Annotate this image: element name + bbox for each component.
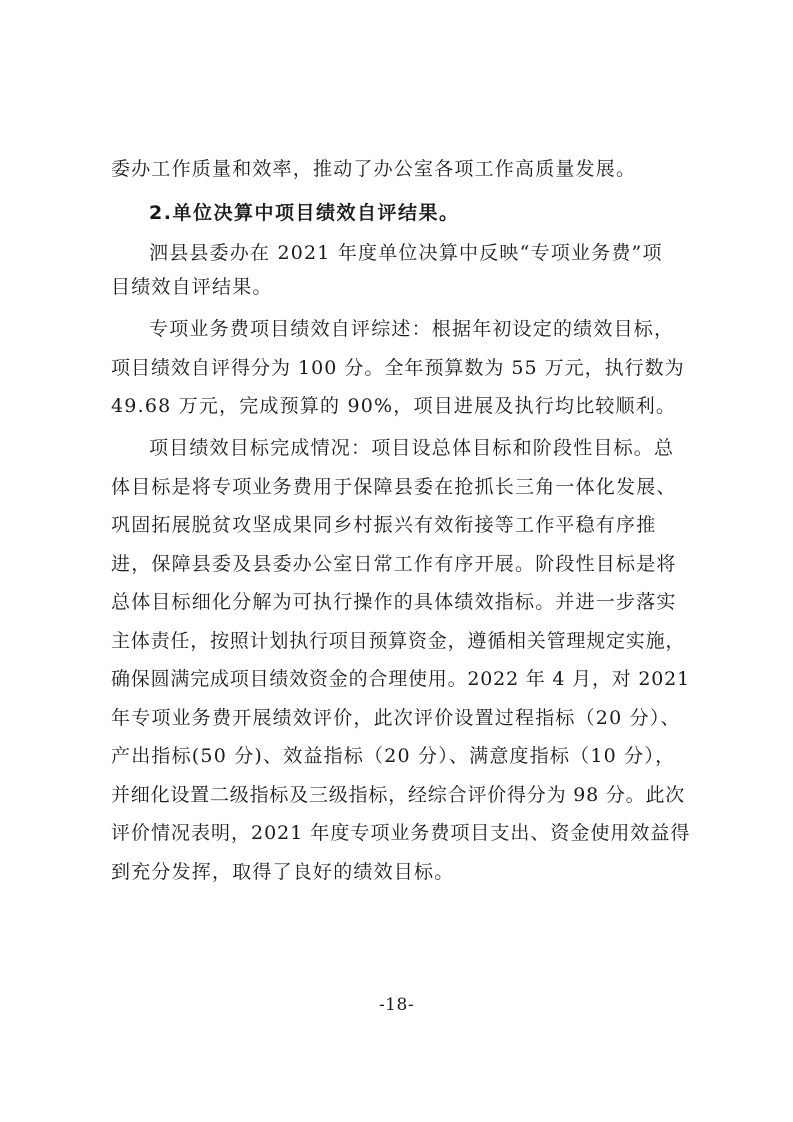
- paragraph-line: 巩固拓展脱贫攻坚成果同乡村振兴有效衔接等工作平稳有序推: [111, 514, 657, 536]
- paragraph-line: 并细化设置二级指标及三级指标，经综合评价得分为 98 分。此次: [111, 784, 686, 806]
- paragraph-line: 泗县县委办在 2021 年度单位决算中反映“专项业务费”项: [149, 242, 663, 264]
- paragraph-line: 项目绩效自评得分为 100 分。全年预算数为 55 万元，执行数为: [111, 357, 685, 379]
- section-heading: 2.单位决算中项目绩效自评结果。: [149, 202, 460, 224]
- paragraph-line: 产出指标(50 分)、效益指标（20 分）、满意度指标（10 分），: [111, 745, 676, 767]
- paragraph-line: 评价情况表明，2021 年度专项业务费项目支出、资金使用效益得: [111, 822, 691, 844]
- paragraph-line: 体目标是将专项业务费用于保障县委在抢抓长三角一体化发展、: [111, 476, 677, 498]
- paragraph-line: 进，保障县委及县委办公室日常工作有序开展。阶段性目标是将: [111, 553, 677, 575]
- paragraph-line: 49.68 万元，完成预算的 90%，项目进展及执行均比较顺利。: [111, 395, 677, 417]
- paragraph-line: 项目绩效目标完成情况：项目设总体目标和阶段性目标。总: [149, 437, 675, 459]
- paragraph-line: 专项业务费项目绩效自评综述：根据年初设定的绩效目标，: [149, 318, 675, 340]
- paragraph-line: 主体责任，按照计划执行项目预算资金，遵循相关管理规定实施，: [111, 630, 686, 652]
- paragraph-line: 到充分发挥，取得了良好的绩效目标。: [111, 861, 455, 883]
- paragraph-line: 年专项业务费开展绩效评价，此次评价设置过程指标（20 分）、: [111, 707, 681, 729]
- paragraph-line: 总体目标细化分解为可执行操作的具体绩效指标。并进一步落实: [111, 591, 677, 613]
- paragraph-line: 目绩效自评结果。: [111, 276, 273, 298]
- paragraph-line: 确保圆满完成项目绩效资金的合理使用。2022 年 4 月，对 2021: [111, 668, 690, 690]
- paragraph-line: 委办工作质量和效率，推动了办公室各项工作高质量发展。: [111, 158, 637, 180]
- page-number: -18-: [378, 995, 415, 1015]
